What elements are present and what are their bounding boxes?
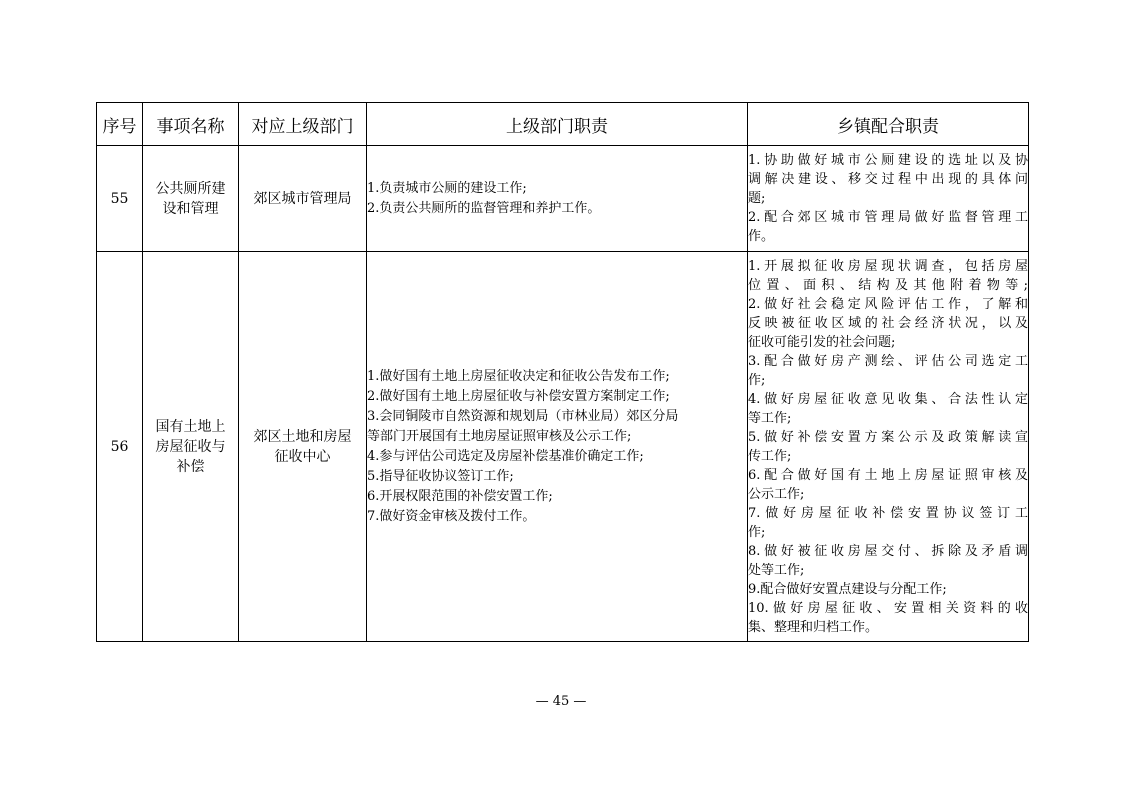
header-township-duties: 乡镇配合职责 bbox=[748, 103, 1029, 146]
duty-line: 4.参与评估公司选定及房屋补偿基准价确定工作; bbox=[367, 448, 644, 464]
responsibility-table bbox=[96, 102, 1029, 642]
duty-line: 等部门开展国有土地房屋证照审核及公示工作; bbox=[367, 428, 632, 444]
header-superior-department: 对应上级部门 bbox=[239, 103, 367, 146]
department-line: 征收中心 bbox=[274, 448, 331, 465]
table-row bbox=[97, 252, 1029, 642]
township-duty-line: 1.协助做好城市公厕建设的选址以及协 bbox=[748, 153, 1028, 168]
township-duty-line: 4.做好房屋征收意见收集、合法性认定 bbox=[748, 391, 1028, 407]
township-duty-line: 等工作; bbox=[748, 410, 792, 426]
header-item-name: 事项名称 bbox=[143, 103, 239, 146]
township-duty-line: 公示工作; bbox=[748, 486, 805, 502]
township-duties bbox=[748, 252, 1029, 642]
township-duty-line: 反映被征收区域的社会经济状况，以及 bbox=[748, 315, 1028, 331]
township-duty-line: 调解决建设、移交过程中出现的具体问 bbox=[748, 172, 1028, 187]
township-duty-line: 作。 bbox=[748, 229, 775, 244]
township-duty-line: 3.配合做好房产测绘、评估公司选定工 bbox=[748, 353, 1028, 369]
township-duty-line: 处等工作; bbox=[748, 562, 805, 578]
duty-line: 2.做好国有土地上房屋征收与补偿安置方案制定工作; bbox=[367, 388, 670, 404]
township-duty-line: 8.做好被征收房屋交付、拆除及矛盾调 bbox=[748, 543, 1028, 559]
superior-department bbox=[239, 146, 367, 252]
department-line: 郊区土地和房屋 bbox=[253, 428, 352, 445]
duty-line: 1.做好国有土地上房屋征收决定和征收公告发布工作; bbox=[367, 368, 670, 384]
township-duty-line: 题; bbox=[748, 191, 766, 206]
duty-line: 6.开展权限范围的补偿安置工作; bbox=[367, 488, 553, 504]
township-duty-line: 集、整理和归档工作。 bbox=[748, 619, 879, 635]
header-superior-duties: 上级部门职责 bbox=[367, 103, 748, 146]
superior-duties bbox=[367, 252, 748, 642]
row-number: 56 bbox=[97, 252, 143, 642]
superior-department bbox=[239, 252, 367, 642]
township-duty-line: 1.开展拟征收房屋现状调查，包括房屋 bbox=[748, 258, 1028, 274]
header-serial-number: 序号 bbox=[97, 103, 143, 146]
township-duty-line: 5.做好补偿安置方案公示及政策解读宣 bbox=[748, 429, 1028, 445]
table-row bbox=[97, 146, 1029, 252]
row-number: 55 bbox=[97, 146, 143, 252]
duty-line: 5.指导征收协议签订工作; bbox=[367, 468, 514, 484]
page-number: — 45 — bbox=[535, 694, 587, 709]
township-duty-line: 2.配合郊区城市管理局做好监督管理工 bbox=[748, 210, 1028, 225]
township-duty-line: 6.配合做好国有土地上房屋证照审核及 bbox=[748, 467, 1028, 483]
township-duty-line: 作; bbox=[748, 524, 766, 540]
table-header-row bbox=[97, 103, 1029, 146]
township-duty-line: 7.做好房屋征收补偿安置协议签订工 bbox=[748, 505, 1028, 521]
item-name-line: 设和管理 bbox=[162, 200, 219, 217]
item-name-line: 房屋征收与 bbox=[155, 438, 226, 455]
township-duty-line: 位置、面积、结构及其他附着物等; bbox=[748, 277, 1028, 293]
duty-line: 3.会同铜陵市自然资源和规划局（市林业局）郊区分局 bbox=[367, 408, 679, 424]
item-name-line: 国有土地上 bbox=[155, 418, 226, 435]
duty-line: 7.做好资金审核及拨付工作。 bbox=[367, 508, 536, 524]
township-duty-line: 2.做好社会稳定风险评估工作，了解和 bbox=[748, 296, 1028, 312]
duty-line: 1.负责城市公厕的建设工作; bbox=[367, 180, 527, 196]
duty-line: 2.负责公共厕所的监督管理和养护工作。 bbox=[367, 200, 601, 216]
township-duty-line: 10.做好房屋征收、安置相关资料的收 bbox=[748, 600, 1028, 616]
superior-duties bbox=[367, 146, 748, 252]
item-name-line: 补偿 bbox=[176, 458, 205, 475]
township-duty-line: 传工作; bbox=[748, 448, 792, 464]
item-name bbox=[143, 252, 239, 642]
township-duty-line: 征收可能引发的社会问题; bbox=[748, 334, 896, 350]
township-duty-line: 作; bbox=[748, 372, 766, 388]
item-name bbox=[143, 146, 239, 252]
township-duty-line: 9.配合做好安置点建设与分配工作; bbox=[748, 581, 947, 597]
department-line: 郊区城市管理局 bbox=[253, 190, 352, 207]
item-name-line: 公共厕所建 bbox=[155, 180, 226, 197]
township-duties bbox=[748, 146, 1029, 252]
